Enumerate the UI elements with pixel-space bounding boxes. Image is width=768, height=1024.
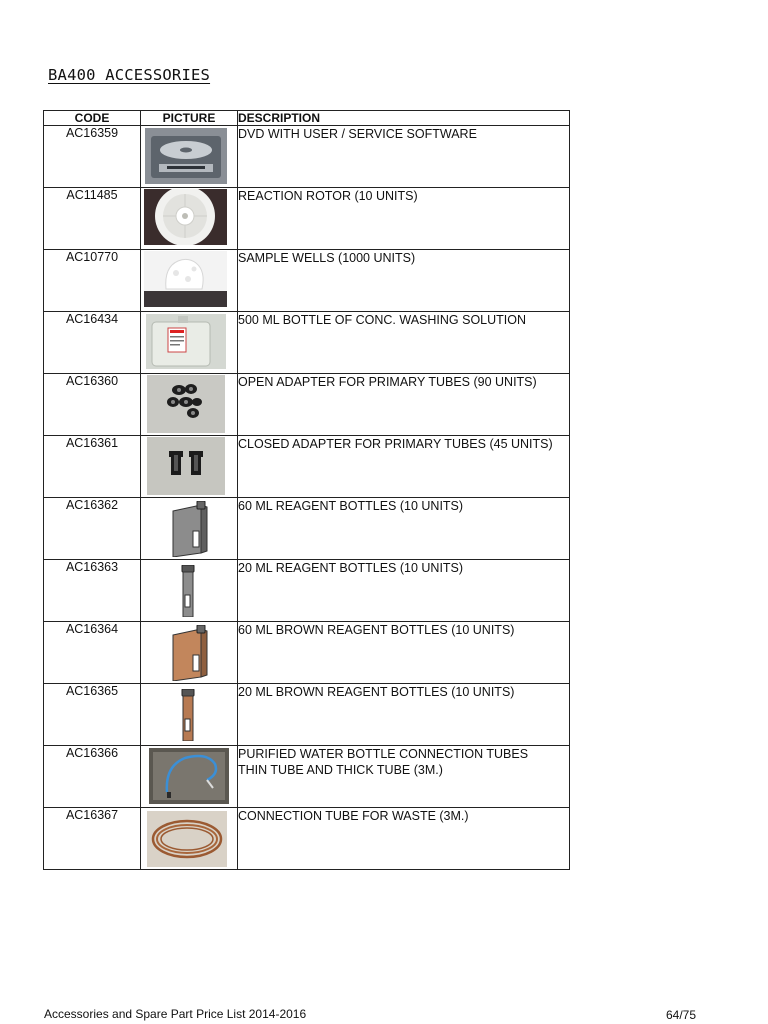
row-description: 20 ML REAGENT BOTTLES (10 UNITS) (238, 560, 570, 622)
table-row (44, 312, 570, 374)
row-description: 60 ML BROWN REAGENT BOTTLES (10 UNITS) (238, 622, 570, 684)
washing-solution-bottle-icon (146, 314, 226, 369)
row-code: AC16434 (44, 312, 141, 374)
header-picture: PICTURE (141, 111, 238, 126)
sample-wells-icon (144, 251, 227, 307)
row-description: SAMPLE WELLS (1000 UNITS) (238, 250, 570, 312)
row-code: AC16361 (44, 436, 141, 498)
row-code: AC16359 (44, 126, 141, 188)
row-code: AC11485 (44, 188, 141, 250)
table-row (44, 684, 570, 746)
row-description (238, 746, 570, 808)
table-row (44, 436, 570, 498)
reaction-rotor-icon (144, 189, 227, 245)
brown-reagent-bottle-20ml-icon (180, 689, 196, 741)
accessories-table (43, 110, 570, 870)
header-description: DESCRIPTION (238, 111, 570, 126)
table-row (44, 808, 570, 870)
row-description: OPEN ADAPTER FOR PRIMARY TUBES (90 UNITS) (238, 374, 570, 436)
row-description: 500 ML BOTTLE OF CONC. WASHING SOLUTION (238, 312, 570, 374)
row-description: CLOSED ADAPTER FOR PRIMARY TUBES (45 UNITS) (238, 436, 570, 498)
row-code: AC16363 (44, 560, 141, 622)
page-title: BA400 ACCESSORIES (48, 66, 211, 84)
closed-adapter-icon (147, 437, 225, 495)
row-description-line1: PURIFIED WATER BOTTLE CONNECTION TUBES (238, 747, 529, 761)
row-code: AC16364 (44, 622, 141, 684)
brown-reagent-bottle-60ml-icon (171, 625, 211, 681)
row-picture (141, 126, 238, 188)
row-description: CONNECTION TUBE FOR WASTE (3M.) (238, 808, 570, 870)
row-picture (141, 250, 238, 312)
header-code: CODE (44, 111, 141, 126)
row-description: 60 ML REAGENT BOTTLES (10 UNITS) (238, 498, 570, 560)
footer-page-number: 64/75 (666, 1008, 697, 1022)
reagent-bottle-20ml-icon (180, 565, 196, 617)
waste-connection-tube-icon (147, 811, 227, 867)
row-picture (141, 312, 238, 374)
row-picture (141, 622, 238, 684)
table-row (44, 498, 570, 560)
row-code: AC16365 (44, 684, 141, 746)
table-row (44, 126, 570, 188)
row-description-line2: THIN TUBE AND THICK TUBE (3M.) (238, 763, 443, 777)
table-row (44, 560, 570, 622)
row-code: AC16360 (44, 374, 141, 436)
row-picture (141, 746, 238, 808)
table-row (44, 188, 570, 250)
row-picture (141, 684, 238, 746)
row-picture (141, 374, 238, 436)
water-connection-tubes-icon (149, 748, 229, 804)
row-picture (141, 808, 238, 870)
reagent-bottle-60ml-icon (171, 501, 211, 557)
row-code: AC16362 (44, 498, 141, 560)
table-row (44, 250, 570, 312)
row-picture (141, 498, 238, 560)
row-description: 20 ML BROWN REAGENT BOTTLES (10 UNITS) (238, 684, 570, 746)
table-header-row (44, 111, 570, 126)
open-adapter-icon (147, 375, 225, 433)
row-code: AC16366 (44, 746, 141, 808)
table-row (44, 622, 570, 684)
row-code: AC10770 (44, 250, 141, 312)
table-row (44, 374, 570, 436)
row-description: DVD WITH USER / SERVICE SOFTWARE (238, 126, 570, 188)
row-picture (141, 436, 238, 498)
row-picture (141, 560, 238, 622)
row-code: AC16367 (44, 808, 141, 870)
row-description: REACTION ROTOR (10 UNITS) (238, 188, 570, 250)
dvd-icon (145, 128, 227, 184)
footer-document-title: Accessories and Spare Part Price List 2014-2016 (44, 1007, 307, 1021)
row-picture (141, 188, 238, 250)
table-row (44, 746, 570, 808)
